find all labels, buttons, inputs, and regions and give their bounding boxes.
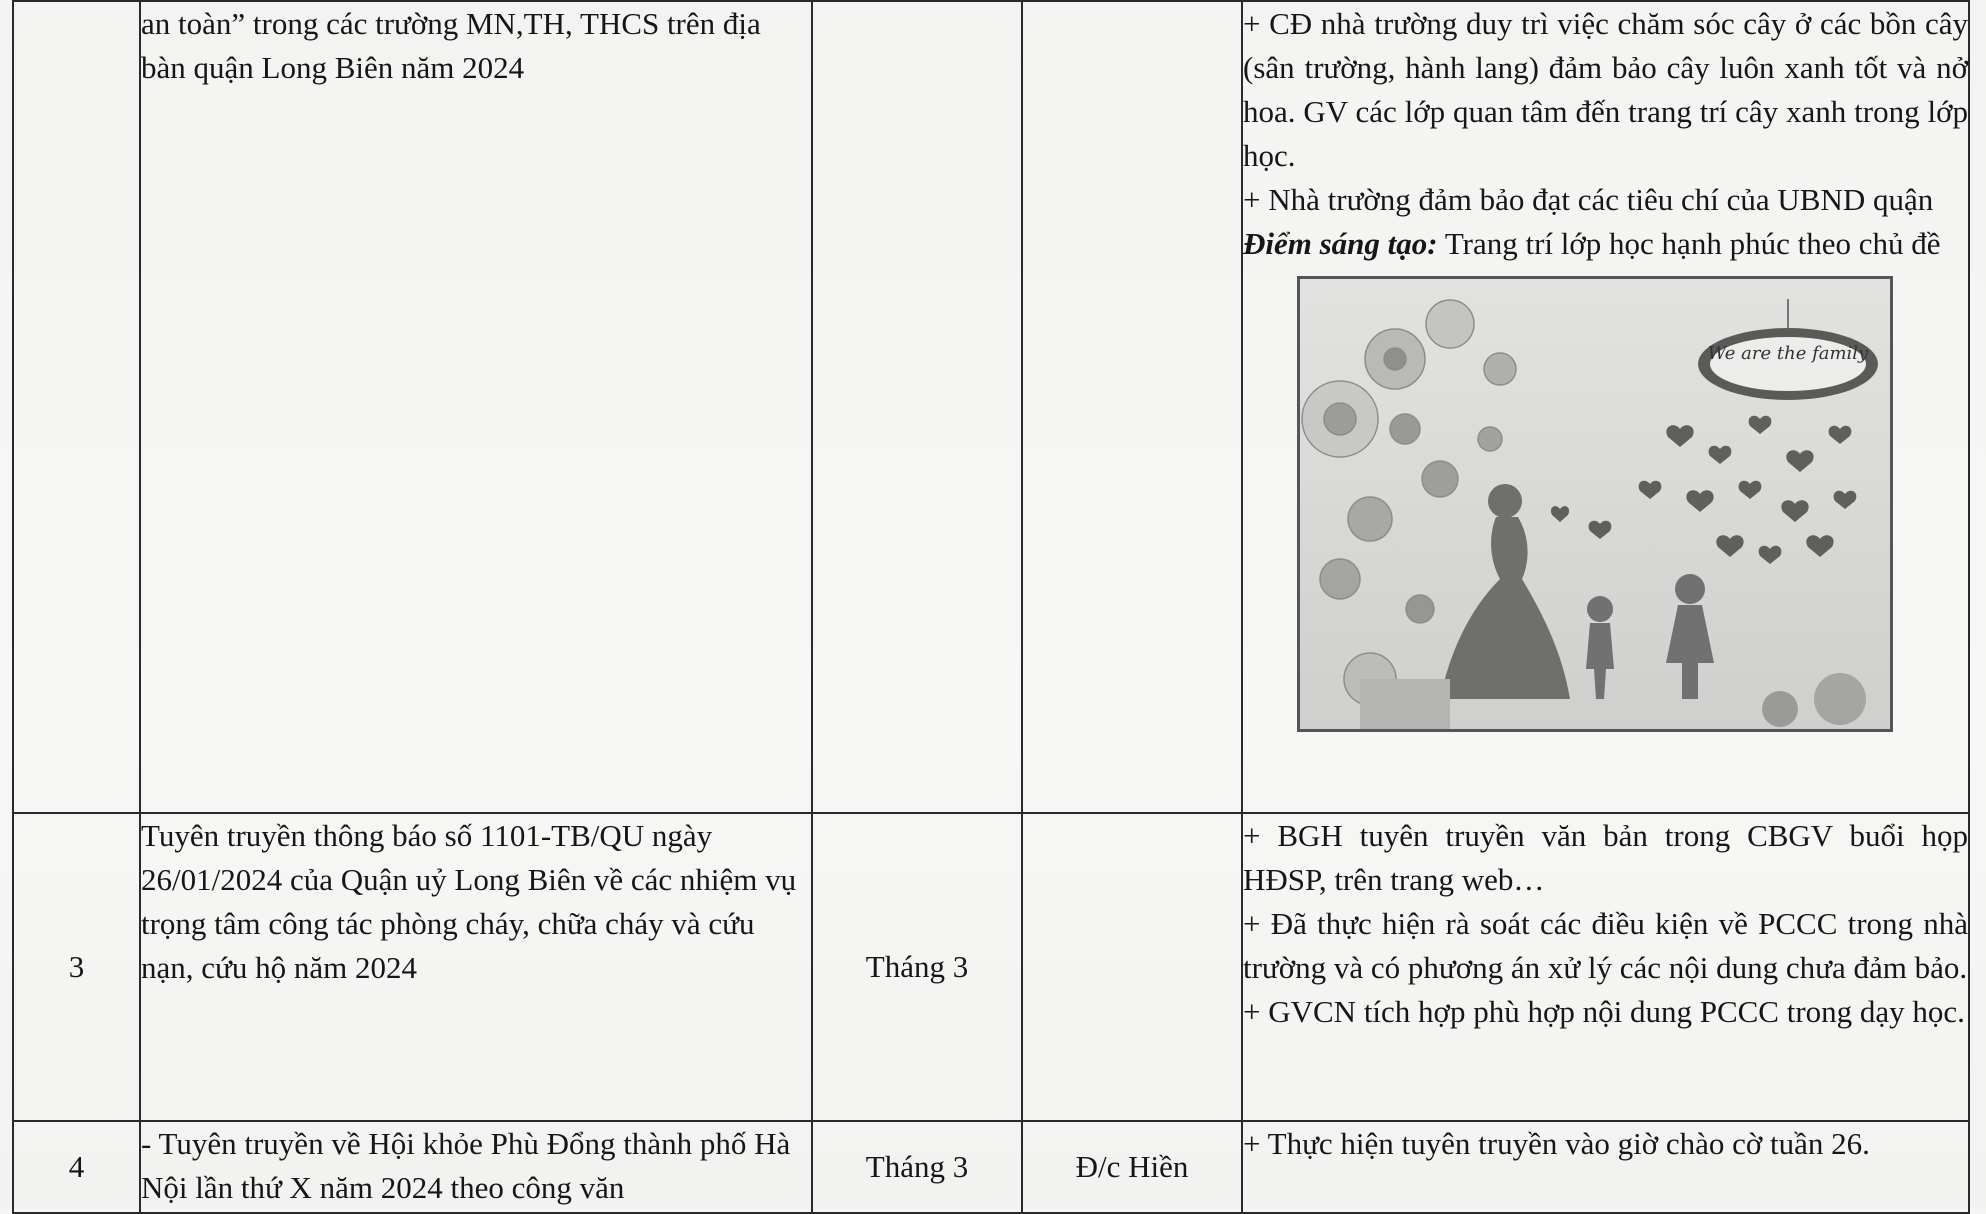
person-cell <box>1022 1 1242 813</box>
highlight-text: Trang trí lớp học hạnh phúc theo chủ đề <box>1437 226 1941 261</box>
highlight-line <box>1243 222 1968 266</box>
report-line: + Thực hiện tuyên truyền vào giờ chào cờ tuần 26. <box>1243 1126 1870 1161</box>
report-cell <box>1242 1121 1969 1213</box>
content-cell <box>140 1 812 813</box>
person-cell <box>1022 813 1242 1121</box>
time-cell: Tháng 3 <box>812 1121 1022 1213</box>
report-line: + Nhà trường đảm bảo đạt các tiêu chí của UBND quận <box>1243 182 1934 217</box>
classroom-decoration-photo <box>1297 276 1893 732</box>
content-cell <box>140 1121 812 1213</box>
report-line: + CĐ nhà trường duy trì việc chăm sóc cây ở các bồn cây (sân trường, hành lang) đảm bảo cây luôn xanh tốt và nở hoa. GV các lớp quan tâm đến trang trí cây xanh trong lớp học. <box>1243 6 1968 173</box>
content-text: an toàn” trong các trường MN,TH, THCS trên địa bàn quận Long Biên năm 2024 <box>141 6 761 85</box>
time-cell: Tháng 3 <box>812 813 1022 1121</box>
stt-cell: 3 <box>13 813 140 1121</box>
stt-cell: 4 <box>13 1121 140 1213</box>
photo-illustration <box>1300 279 1890 729</box>
report-cell <box>1242 1 1969 813</box>
time-cell <box>812 1 1022 813</box>
stt-cell <box>13 1 140 813</box>
report-line: + BGH tuyên truyền văn bản trong CBGV buổi họp HĐSP, trên trang web… <box>1243 818 1968 897</box>
table-row <box>13 1121 1969 1213</box>
content-cell <box>140 813 812 1121</box>
plan-table <box>12 0 1970 1214</box>
report-line: + Đã thực hiện rà soát các điều kiện về PCCC trong nhà trường và có phương án xử lý các nội dung chưa đảm bảo. <box>1243 906 1968 985</box>
table-row <box>13 1 1969 813</box>
banner-text: We are the family <box>1707 343 1869 364</box>
highlight-label: Điểm sáng tạo: <box>1243 226 1438 261</box>
table-row <box>13 813 1969 1121</box>
report-cell <box>1242 813 1969 1121</box>
content-text: Tuyên truyền thông báo số 1101-TB/QU ngày 26/01/2024 của Quận uỷ Long Biên về các nhiệm vụ trọng tâm công tác phòng cháy, chữa cháy và cứu nạn, cứu hộ năm 2024 <box>141 818 797 985</box>
person-cell: Đ/c Hiền <box>1022 1121 1242 1213</box>
content-text: - Tuyên truyền về Hội khỏe Phù Đổng thành phố Hà Nội lần thứ X năm 2024 theo công văn <box>141 1126 791 1205</box>
report-line: + GVCN tích hợp phù hợp nội dung PCCC trong dạy học. <box>1243 994 1965 1029</box>
